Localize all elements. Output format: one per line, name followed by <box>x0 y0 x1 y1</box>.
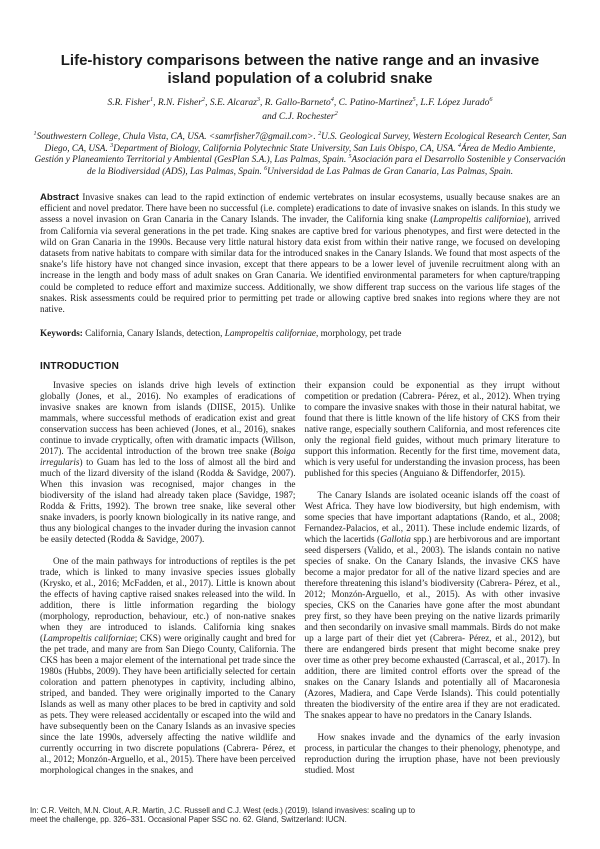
affiliations: $^1$Southwestern College, Chula Vista, CA, USA. <samrfisher7@gmail.com>. $^2$U.S. Geological Survey, Western Ecological Research Center, San Diego, CA, USA. $^3$Department of Biology, California Polytechnic State University, San Luis Obispo, CA, USA. $^4$Área de Medio Ambiente, Gestión y Planeamiento Territorial y Ambiental (GesPlan S.A.), Las Palmas, Spain. $^5$Asociación para el Desarrollo Sostenible y Conservación de la Biodiversidad (ADS), Las Palmas, Spain. $^6$Universidad de Las Palmas de Gran Canaria, Las Palmas, Spain. <box>33 130 567 177</box>
paper-title: Life-history comparisons between the native range and an invasive island population of a colubrid snake <box>60 52 540 87</box>
abstract-label: Abstract <box>40 192 79 203</box>
keywords-label: Keywords: <box>40 328 83 339</box>
intro-right-paragraph-2: The Canary Islands are isolated oceanic islands off the coast of West Africa. They have low biodiversity, but high endemism, with some species that have important adaptations (Rando, et al., 2008; Fernandez-Palacios, et al., 2011). These include endemic lizards, of which the lacertids (Gallotia spp.) are herbivorous and are important seed dispersers (Valido, et al., 2003). The islands contain no native species of snake. On the Canary Islands, the invasive CKS have become a major predator for all of the native lizard species and are therefore threatening this island’s biodiversity (Cabrera- Pérez, et al., 2012; Monzón-Arguello, et al., 2015). As with other invasive species, CKS on the Canaries have gone after the most abundant prey first, so they have been preying on the native lizards primarily and then secondarily on invasive small mammals. Birds do not make up a large part of their diet yet (Cabrera- Pérez, et al., 2012), but there are endangered birds present that might become snake prey over time as other prey become exhausted (Carrascal, et al., 2017). In addition, there are limited control efforts over the spread of the snakes on the Canary Islands and potentially all of Macaronesia (Azores, Madiera, and Cape Verde Islands). This could potentially threaten the biodiversity of the entire area if they are not eradicated. The snakes appear to have no predators in the Canary Islands. <box>304 490 560 721</box>
section-heading-introduction: INTRODUCTION <box>40 361 120 373</box>
keywords-text: California, Canary Islands, detection, Lampropeltis californiae, morphology, pet trade <box>82 328 402 339</box>
keywords-section <box>40 328 560 339</box>
abstract-text: Invasive snakes can lead to the rapid extinction of endemic vertebrates on insular ecosystems, usually because snakes are an efficient and novel predator. There have been no successful (i.e. complete) eradications to date of invasive snakes on islands. In this study we assess a novel invasion on Gran Canaria in the Canary Islands. The invader, the California king snake (Lampropeltis californiae), arrived from California via several generations in the pet trade. King snakes are captive bred for various phenotypes, and first were detected in the wild on Gran Canaria in the 1990s. Because very little natural history data exist from within their native range, we focused on developing datasets from native habitats to compare with similar data for the introduced snakes in the Canary Islands. We found that most aspects of the snake’s life history have not changed since invasion, except that there appears to be a lower level of juvenile recruitment along with an increase in the length and body mass of adult snakes on Gran Canaria. We identified environmental parameters for when capture/trapping could be completed to reduce effort and maximize success. Additionally, we show different trap success on the various life stages of the snakes. Risk assessments could be required prior to permitting pet trade or allowing captive bred snakes into regions where they are not native. <box>40 192 561 315</box>
abstract-section <box>40 192 560 315</box>
authors-line-1: S.R. Fisher$^1$, R.N. Fisher$^2$, S.E. Alcaraz$^3$, R. Gallo-Barneto$^4$, C. Patino-Martinez$^5$, L.F. López Jurado$^6$ <box>107 95 493 108</box>
two-column-body <box>40 380 560 787</box>
column-right <box>305 380 561 787</box>
citation-footer: In: C.R. Veitch, M.N. Clout, A.R. Martin, J.C. Russell and C.J. West (eds.) (2019). Island invasives: scaling up to meet the challenge, pp. 326–331. Occasional Paper SSC no. 62. Gland, Switzerland: IUCN. <box>30 805 416 825</box>
intro-right-paragraph-1: their expansion could be exponential as they irrupt without competition or predation (Cabrera- Pérez, et al., 2012). When trying to compare the invasive snakes with those in their natural habitat, we found that there is little known of the life history of CKS from their native range, especially southern California, and most references cite only the regional field guides, without much primary literature to support this information. Recently for the first time, movement data, which is very useful for understanding the invasion process, has been published for this species (Anguiano & Diffendorfer, 2015). <box>304 380 560 479</box>
column-left <box>40 380 296 787</box>
intro-left-paragraph-2: One of the main pathways for introductions of reptiles is the pet trade, which is linked to many invasive species issues globally (Krysko, et al., 2016; McFadden, et al., 2017). Little is known about the effects of having captive raised snakes released into the wild. In addition, there is little information regarding the biology (morphology, reproduction, behaviour, etc.) of non-native snakes when they are introduced to islands. California king snakes (Lampropeltis californiae; CKS) were originally caught and bred for the pet trade, and many are from San Diego County, California. The CKS has been a major element of the international pet trade since the 1980s (Hubbs, 2009). They have been artificially selected for certain coloration and pattern phenotypes in captivity, including albino, striped, and banded. They were originally imported to the Canary Islands as well as many other places to be bred in captivity and sold as pets. They were released accidentally or escaped into the wild and have subsequently been on the Canary Islands as an invasive species since the late 1990s, adversely affecting the native wildlife and currently occurring in two discrete populations (Cabrera- Pérez, et al., 2012; Monzón-Arguello, et al., 2015). There have been perceived morphological changes in the snakes, and <box>40 556 296 776</box>
authors-block <box>40 95 560 123</box>
intro-right-paragraph-3: How snakes invade and the dynamics of the early invasion process, in particular the changes to their phenology, phenotype, and reproduction during the irruption phase, have not been previously studied. Most <box>304 732 560 776</box>
authors-line-2: and C.J. Rochester$^2$ <box>262 109 338 122</box>
intro-left-paragraph-1: Invasive species on islands drive high levels of extinction globally (Jones, et al., 2016). No examples of eradications of invasive snakes are known from islands (DIISE, 2015). Unlike mammals, where successful methods of eradication exist and great conservation success has been achieved (Jones, et al., 2016), snakes continue to invade cryptically, often with dramatic impacts (Willson, 2017). The accidental introduction of the brown tree snake (Boiga irregularis) to Guam has led to the loss of almost all the bird and much of the lizard diversity of the island (Rodda & Savidge, 2007). When this invasion was recognised, major changes in the biodiversity of the island had already taken place (Savidge, 1987; Rodda & Fritts, 1992). The brown tree snake, like several other snake invaders, is poorly known biologically in its native range, and thus any biological changes to the invader during the invasion cannot be easily detected (Rodda & Savidge, 2007). <box>40 380 296 545</box>
